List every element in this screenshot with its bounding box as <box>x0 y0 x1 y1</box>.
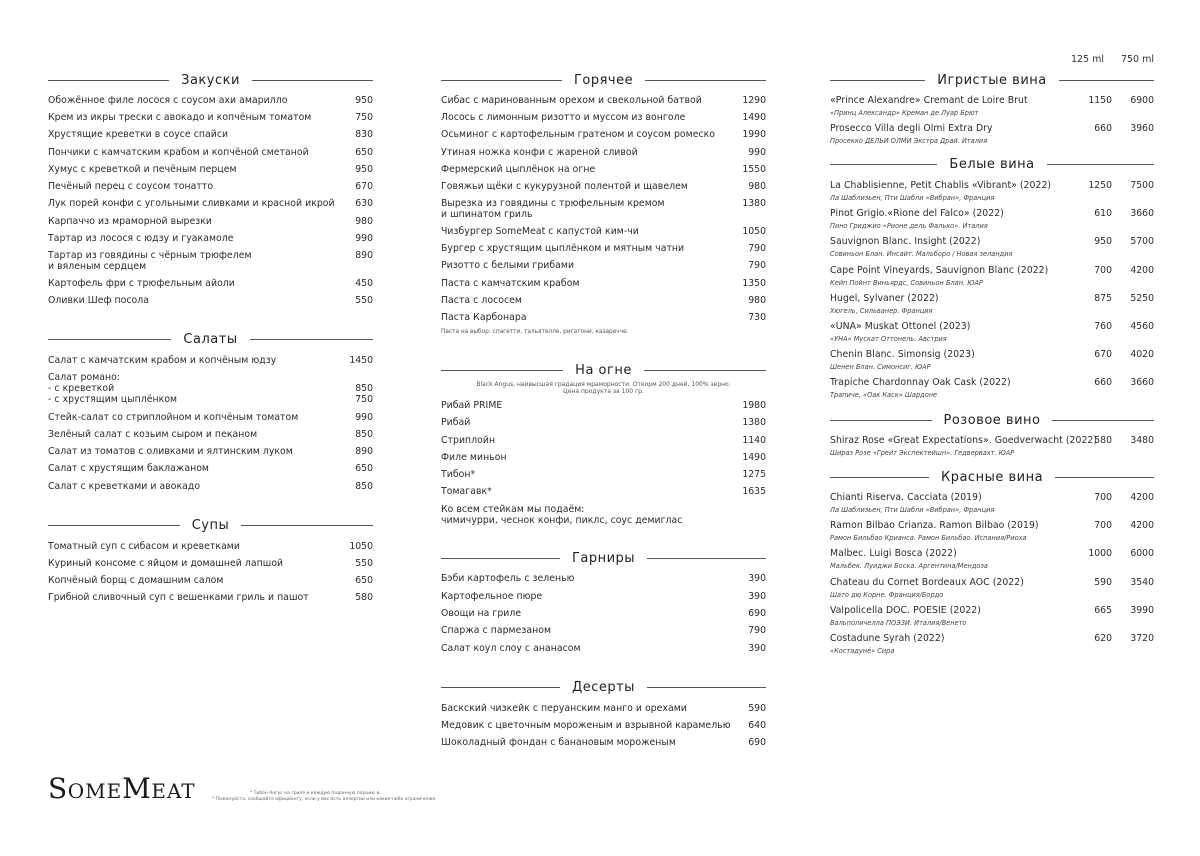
section-title: Красные вина <box>940 469 1044 485</box>
section-title: Розовое вино <box>943 412 1041 428</box>
steak-note: Black Angus, наивысшая градация мраморности. Откорм 200 дней, 100% зерно. <box>476 381 731 388</box>
section-header-goryachee <box>441 72 766 88</box>
footnote-1: * Тибон Ангус на гриле и каждую поданную порцию в… <box>250 791 384 796</box>
section-header-garniry <box>441 550 766 566</box>
section-title: Белые вина <box>949 156 1035 172</box>
section-header-zakuski <box>48 72 373 88</box>
footnote-2: * Пожалуйста, сообщайте официанту, если у вас есть аллергии или какие-либо ограничения <box>212 797 436 802</box>
section-title: Закуски <box>181 72 240 88</box>
section-header-igristye <box>830 72 1154 88</box>
section-title: Десерты <box>572 679 635 695</box>
section-title: Супы <box>191 517 230 533</box>
section-header-krasnye <box>830 469 1154 485</box>
section-header-na-ogne <box>441 362 766 378</box>
section-header-supy <box>48 517 373 533</box>
section-header-salaty <box>48 331 373 347</box>
volume-125-label: 125 ml <box>1070 54 1104 65</box>
section-title: Игристые вина <box>937 72 1047 88</box>
pasta-note: Паста на выбор: спагетти, тальятелле, ригатони, казаречче. <box>441 329 629 335</box>
section-title: Горячее <box>573 72 634 88</box>
section-title: Салаты <box>183 331 238 347</box>
section-title: На огне <box>575 362 632 378</box>
brand-logo: SOMEMEAT <box>48 772 196 805</box>
section-title: Гарниры <box>571 550 636 566</box>
section-header-rozovoe <box>830 412 1154 428</box>
section-header-belye <box>830 156 1154 172</box>
steak-price-note: Цена продукта за 100 гр. <box>563 388 644 395</box>
section-header-deserty <box>441 679 766 695</box>
volume-750-label: 750 ml <box>1120 54 1154 65</box>
